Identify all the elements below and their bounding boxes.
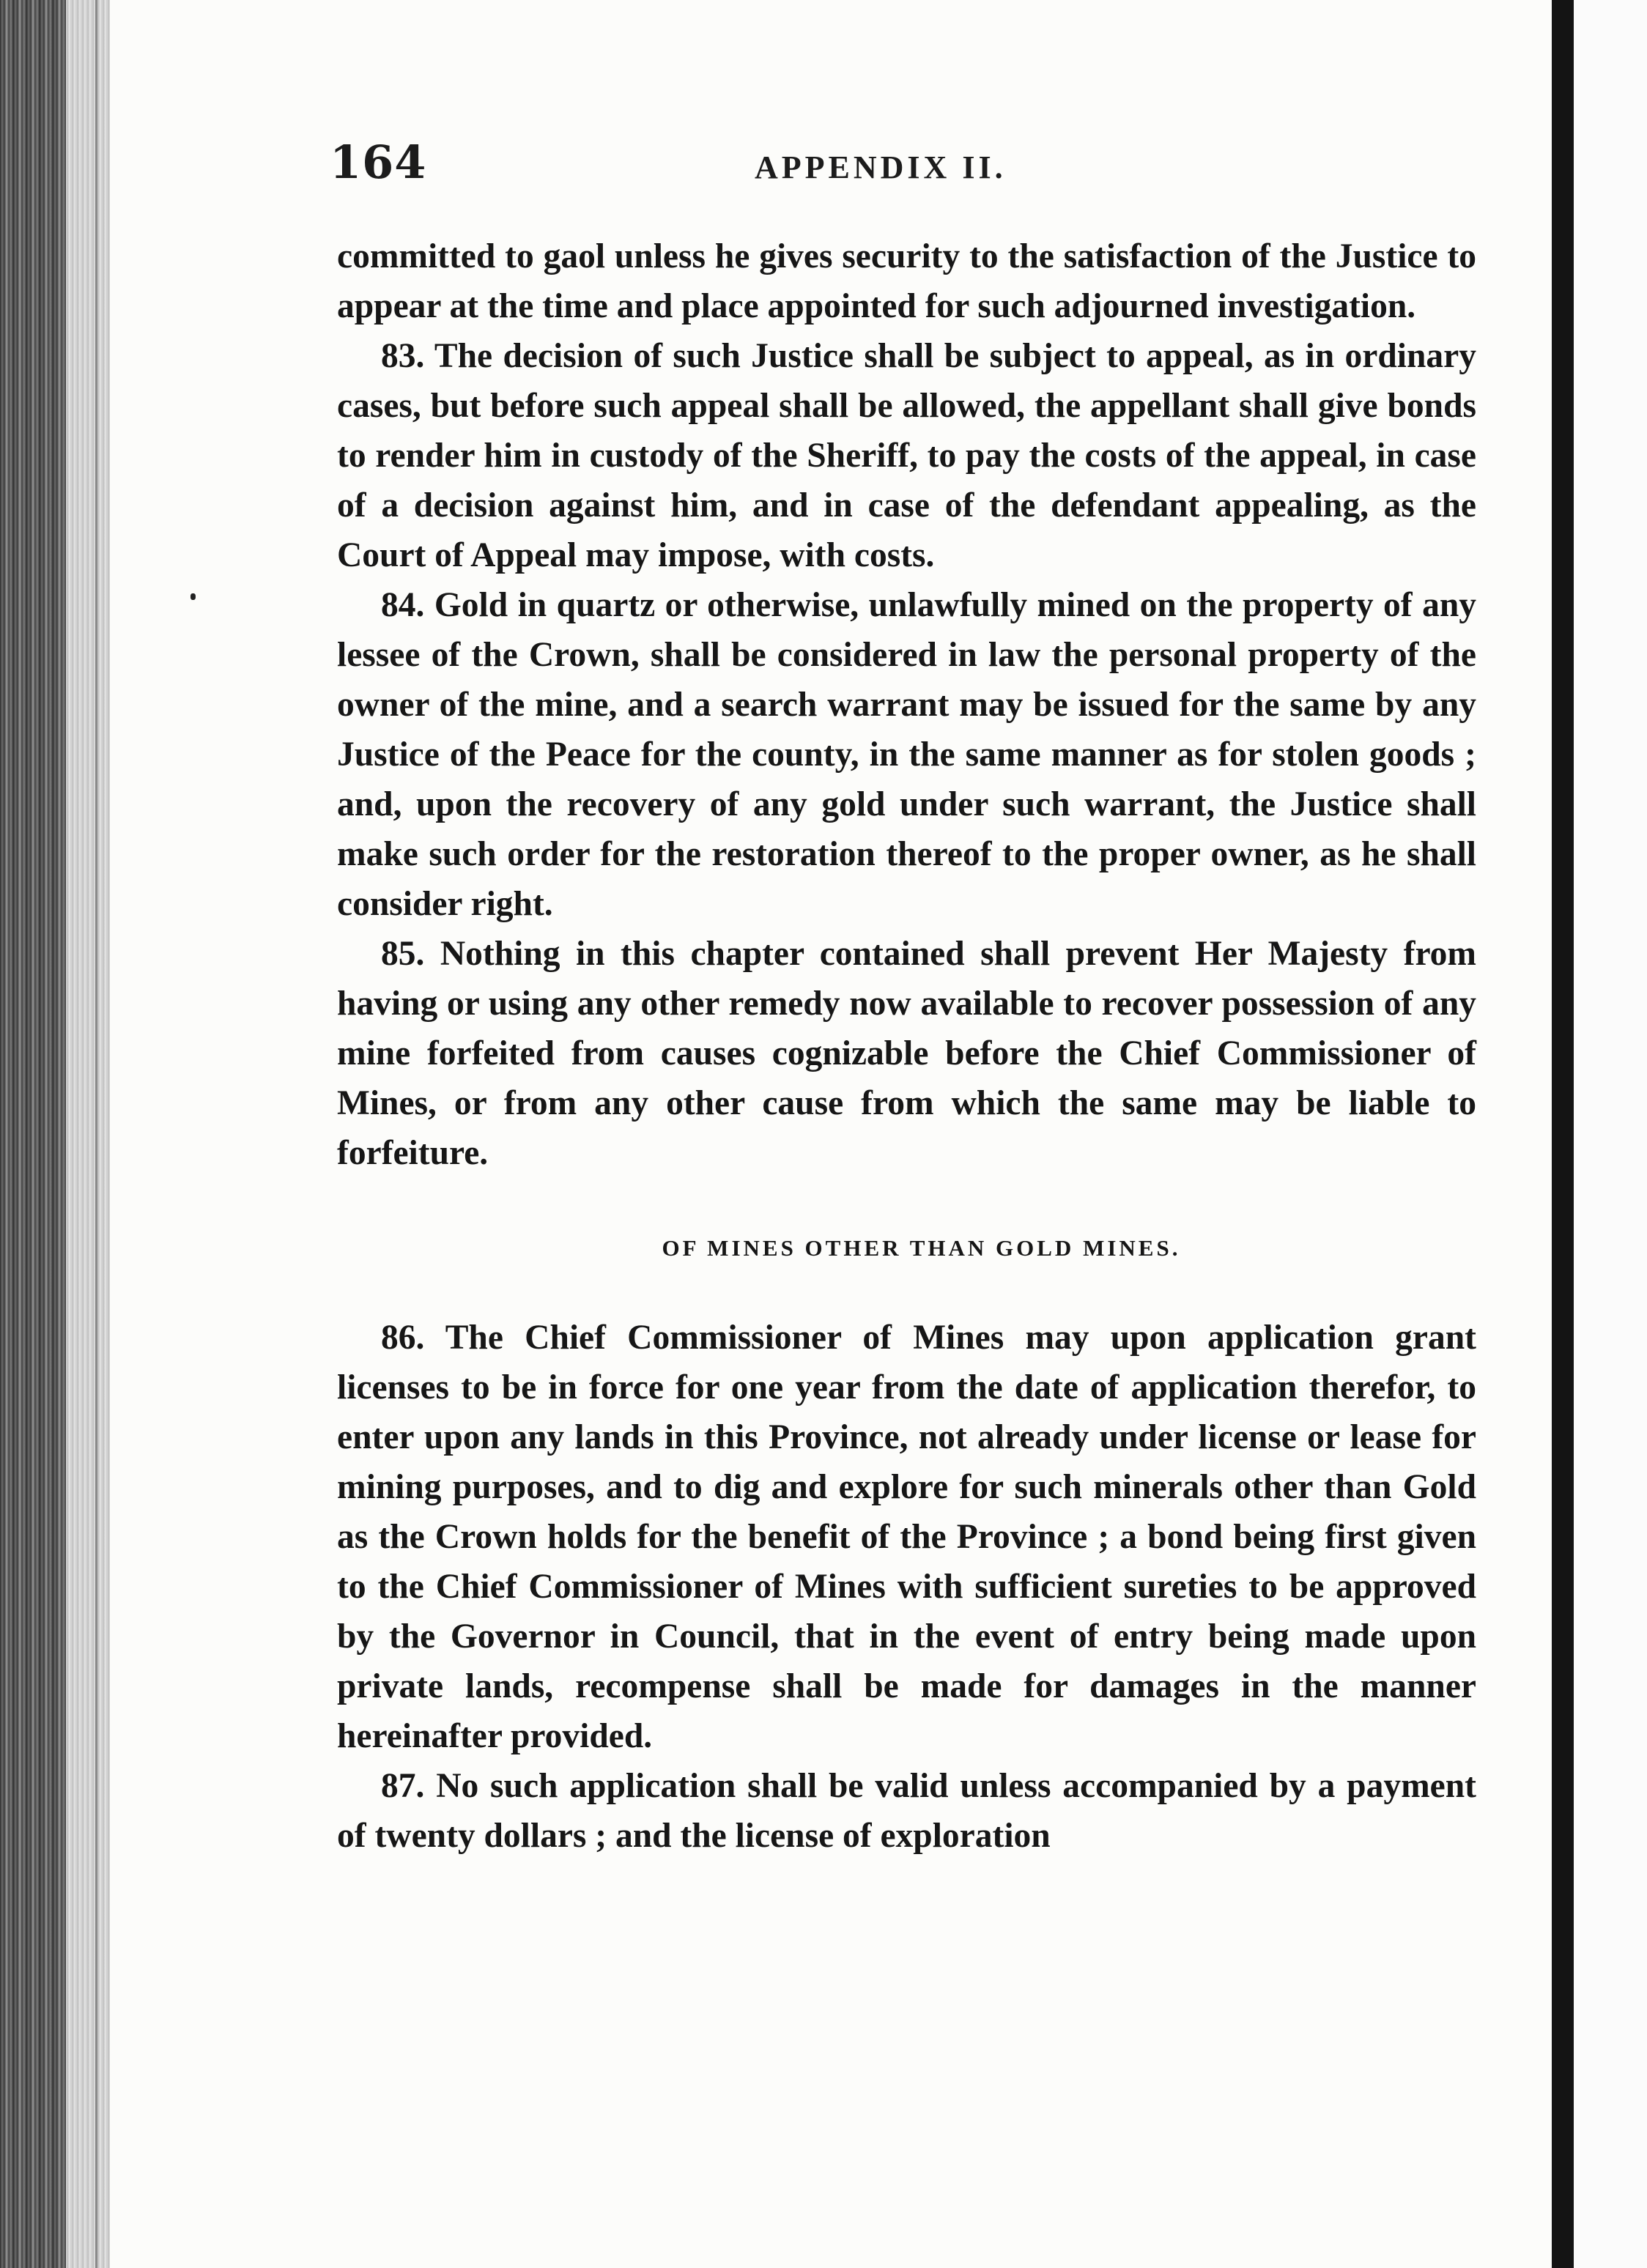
- page-body: [337, 231, 1476, 1861]
- paragraph-section-86: 86. The Chief Commissioner of Mines may upon application grant licenses to be in force for one year from the date of application therefor, to enter upon any lands in this Province, not already under license or lease for mining purposes, and to dig and explore for such minerals other than Gold as the Crown holds for the benefit of the Province ; a bond being first given to the Chief Commissioner of Mines with sufficient sureties to be approved by the Governor in Council, that in the event of entry being made upon private lands, recompense shall be made for damages in the manner hereinafter provided.: [337, 1319, 1476, 1755]
- paragraph-section-87: 87. No such application shall be valid unless accompanied by a payment of twenty dollars ; and the license of exploration: [337, 1767, 1476, 1855]
- paragraph-section-83: 83. The decision of such Justice shall be subject to appeal, as in ordinary cases, but before such appeal shall be allowed, the appellant shall give bonds to render him in custody of the Sheriff, to pay the costs of the appeal, in case of a decision against him, and in case of the defendant appealing, as the Court of Appeal may impose, with costs.: [337, 337, 1476, 574]
- right-gutter: [1552, 0, 1574, 2268]
- paragraph-continuation: committed to gaol unless he gives security to the satisfaction of the Justice to appear at the time and place appointed for such adjourned investigation.: [337, 237, 1476, 325]
- section-heading: OF MINES OTHER THAN GOLD MINES.: [662, 1235, 1181, 1261]
- paragraph-section-84: 84. Gold in quartz or otherwise, unlawfully mined on the property of any lessee of the Crown, shall be considered in law the personal property of the owner of the mine, and a search warrant may be issued for the same by any Justice of the Peace for the county, in the same manner as for stolen goods ; and, upon the recovery of any gold under such warrant, the Justice shall make such order for the restoration thereof to the proper owner, as he shall consider right.: [337, 586, 1476, 923]
- book-page: [110, 0, 1552, 2268]
- page-header: [110, 136, 1552, 194]
- page-edge-line: [95, 0, 97, 2268]
- page-number: 164: [330, 136, 427, 189]
- paragraph-section-85: 85. Nothing in this chapter contained shall prevent Her Majesty from having or using any other remedy now available to recover possession of any mine forfeited from causes cognizable before the Chief Commissioner of Mines, or from any other cause from which the same may be liable to forfeiture.: [337, 935, 1476, 1172]
- stray-mark: [190, 593, 196, 600]
- left-binding-edge: [0, 0, 110, 2268]
- running-head: APPENDIX II.: [755, 149, 1007, 185]
- next-page-edge: [1574, 0, 1647, 2268]
